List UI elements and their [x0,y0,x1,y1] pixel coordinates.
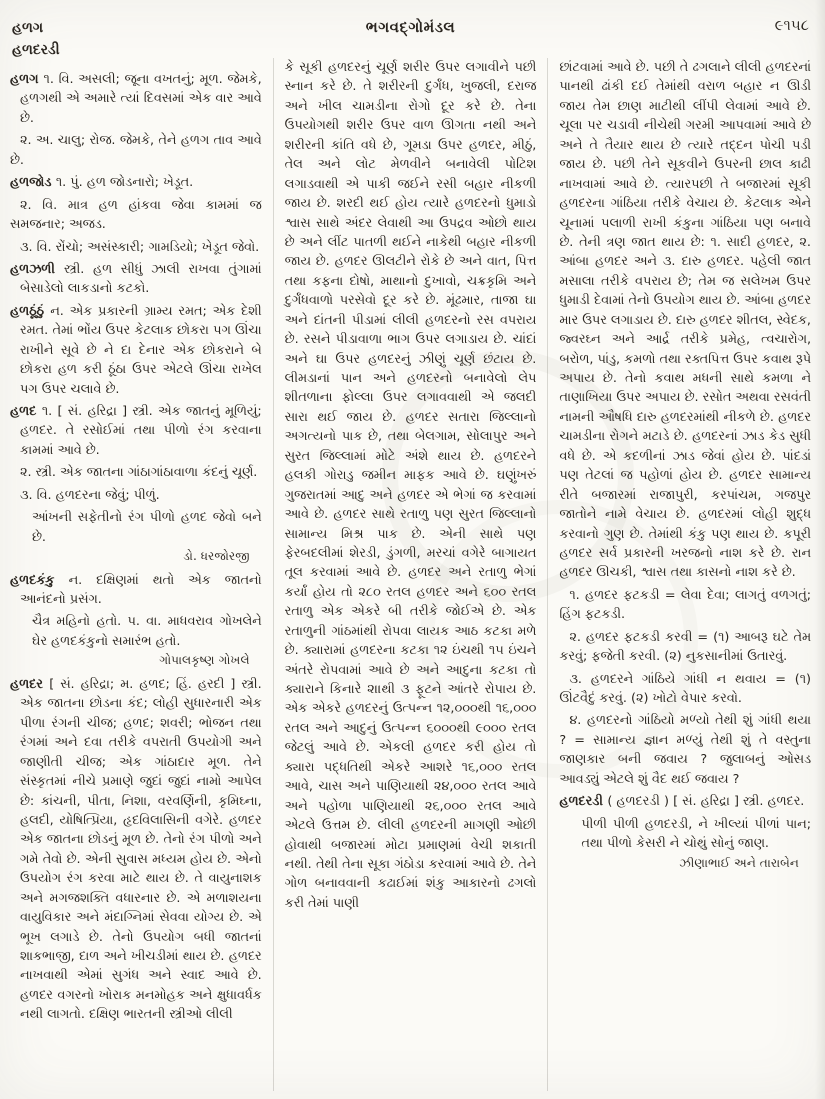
dictionary-entry: હળગ ૧. વિ. અસલી; જૂના વખતનું; મૂળ. જેમકે, હળગથી એ અમારે ત્યાં દિવસમાં એક વાર આવે છે. [10,72,262,126]
sense-paragraph: ૨. અ. ચાલુ; રોજ. જેમકે, તેને હળગ તાવ આવે છે. [10,133,262,168]
headword: હળઝળી [10,261,64,277]
dictionary-entry: હળદરડી ( હળદરડી ) [ સં. હરિદ્રા ] સ્ત્રી. હળદર. [559,794,805,810]
quote-attribution: ઝીણાભાઈ અને તારાબેન [679,855,800,870]
sense-paragraph: ૨. સ્ત્રી. એક જાતના ગાંઠાગાંઠાવાળા કંદનું ચૂર્ણ. [20,465,258,481]
page-header [12,14,809,58]
catchword-last-entry: હળદરડી [12,42,60,58]
dictionary-entry: હળજોડ ૧. પું. હળ જોડનારો; ખેડૂત. [10,175,194,191]
dictionary-entry: હળદર [ સં. હરિદ્રા; મ. હળદ; હિં. હરદી ] સ્ત્રી. એક જાતના છોડના કંદ; લોહી સુધારનારી એક પીળા રંગની ચીજ; હળદ; શવરી; ભોજન તથા રંગમાં અને દવા તરીકે વપરાતી ઉપયોગી અને જાણીતી ચીજ; એક ગાંઠાદાર મૂળ. તેને સંસ્કૃતમાં નીચે પ્રમાણે જુદાં જુદાં નામો આપેલ છે: કાંચની, પીતા, નિશા, વરવર્ણિની, કૃમિઘ્ના, હલદી, યોષિત્પ્રિયા, હૃદવિલાસિની વગેરે. હળદર એક જાતના છોડનું મૂળ છે. તેનો રંગ પીળો અને ગમે તેવો છે. એની સુવાસ મધ્યમ હોય છે. એનો ઉપયોગ રંગ કરવા માટે થાય છે. તે વાયુનાશક અને મગજશક્તિ વધારનાર છે. એ મળાશયના વાયુવિકાર અને મંદાગ્નિમાં સેવવા યોગ્ય છે. એ ભૂખ લગાડે છે. તેનો ઉપયોગ બધી જાતનાં શાકભાજી, દાળ અને ખીચડીમાં થાય છે. હળદર નાખવાથી એમાં સુગંધ અને સ્વાદ આવે છે. હળદર વગરનો ખોરાક મનમોહક અને ક્ષુધાવર્ધક નથી લાગતો. દક્ષિણ ભારતની સ્ત્રીઓ લીલી [10,676,262,1023]
quotation: પીળી પીળી હળદરડી, ને ખીલ્યાં પીળાં પાન; તથા પીળો કેસરી ને ચોથું સોનું જાણ. [581,816,811,852]
quote-attribution: ગોપાલકૃષ્ણ ગોખલે [159,653,250,668]
idiom-paragraph: ૨. હળદર ફટકડી કરવી = (૧) આબરૂ ઘટે તેમ કરવું; ફજેતી કરવી. (૨) નુકસાનીમાં ઉતારવું. [559,629,811,665]
idiom-paragraph: ૩. હળદરને ગાંઠિયે ગાંધી ન થવાય = (૧) ઊંટવૈદું કરવું. (૨) ખોટો વેપાર કરવો. [559,671,811,706]
page-number: ૯૧૫૮ [774,16,809,34]
text-column-2 [273,58,548,1091]
idiom-paragraph: ૧. હળદર ફટકડી = લેવા દેવા; લાગતું વળગતું; હિંગ ફટકડી. [559,587,811,623]
headword: હળદર [10,676,50,692]
dictionary-entry: હળદ ૧. [ સં. હરિદ્રા ] સ્ત્રી. એક જાતનું મૂળિયું; હળદર. તે રસોઈમાં તથા પીળો રંગ કરવાના કામમાં આવે છે. [10,404,262,458]
quote-attribution: ડો. ધરજોરજી [183,549,250,564]
scan-edge-shadow [815,0,825,1099]
dictionary-entry: હળદકંકુ ન. દક્ષિણમાં થતો એક જાતનો આનંદનો પ્રસંગ. [10,572,262,608]
idiom-paragraph: ૪. હળદરનો ગાંઠિયો મળ્યો તેથી શું ગાંધી થયા ? = સામાન્ય જ્ઞાન મળ્યું તેથી શું તે વસ્તુના જાણકાર બની જવાય ? જુલાબનું ઓસડ આવડ્યું એટલે શું વૈદ થઈ જવાય ? [559,713,811,787]
headword: હળગ [10,72,44,87]
book-title: ભગવદ્ગોમંડલ [365,18,456,36]
text-columns [10,58,811,1091]
headword: હળદ [10,404,42,419]
headword: હળઠૂંઠું [10,303,51,319]
headword: હળદકંકુ [10,572,69,588]
continuation-text: છાંટવામાં આવે છે. પછી તે ઢગલાને લીલી હળદરનાં પાનથી ઢાંકી દઈ તેમાંથી વરાળ બહાર ન ઊડી જાય તેમ છાણ માટીથી લીંપી લેવામાં આવે છે. ચૂલા પર ચડાવી નીચેથી ગરમી આપવામાં આવે છે અને તે તૈયાર થાય છે ત્યારે તદ્દન પોચી પડી જાય છે. પછી તેને સૂકવીને ઉપરની છાલ કાઢી નાખવામાં આવે છે. ત્યારપછી તે બજારમાં સૂકી હળદરના ગાંઠિયા તરીકે વેચાય છે. કેટલાક એને ચૂનામાં પલાળી રાખી કંકુના ગાંઠિયા પણ બનાવે છે. તેની ત્રણ જાત થાય છે: ૧. સાદી હળદર, ૨. આંબા હળદર અને ૩. દારુ હળદર. પહેલી જાત મસાલા તરીકે વપરાય છે; તેમ જ સલેખમ ઉપર ધુમાડી દેવામાં તેનો ઉપયોગ થાય છે. આંબા હળદર માર ઉપર લગાડાય છે. દારુ હળદર શીતલ, સ્વેદક, જ્વરઘ્ન અને આર્દ્ર તરીકે પ્રમેહ, ત્વચારોગ, બરોળ, પાંડુ, કમળો તથા રક્તપિત્ત ઉપર કવાથ રૂપે અપાય છે. તેનો કવાથ મધની સાથે કમળા ને તાણાખિયા ઉપર અપાય છે. રસોત અથવા રસવંતી નામની ઔષધિ દારુ હળદરમાંથી નીકળે છે. હળદર ચામડીના રોગને મટાડે છે. હળદરનાં ઝાડ કેડ સુધી વધે છે. એ કદળીનાં ઝાડ જેવાં હોય છે. પાંદડાં પણ તેટલાં જ પહોળાં હોય છે. હળદર સામાન્ય રીતે બજારમાં રાજાપુરી, કરપાંચમ, ગજપુર જાતોને નામે વેચાય છે. હળદરમાં લોહી શુદ્ધ કરવાનો ગુણ છે. તેમાંથી કંકુ પણ થાય છે. કપૂરી હળદર સર્વ પ્રકારની ખરજનો નાશ કરે છે. રાન હળદર ઊચકી, શ્વાસ તથા કાસનો નાશ કરે છે. [559,60,811,581]
continuation-text: કે સૂકી હળદરનું ચૂર્ણ શરીર ઉપર લગાવીને પછી સ્નાન કરે છે. તે શરીરની દુર્ગંધ, ખુજલી, દરાજ અને ખીલ ચામડીના રોગો દૂર કરે છે. તેના ઉપયોગથી શરીર ઉપર વાળ ઊગતા નથી અને શરીરની કાંતિ વધે છે, ગૂમડા ઉપર હળદર, મીઠું, તેલ અને લોટ મેળવીને બનાવેલી પોટિશ લગાડવાથી એ પાકી જઈને રસી બહાર નીકળી જાય છે. શરદી થઈ હોય ત્યારે હળદરનો ધુમાડો શ્વાસ સાથે અંદર લેવાથી આ ઉપદ્રવ ઓછો થાય છે અને લીંટ પાતળી થઈને નાકેથી બહાર નીકળી જાય છે. હળદર ઊલટીને રોકે છે અને વાત, પિત્ત તથા કફના દોષો, માથાનો દુખાવો, ચક્રકૃમિ અને દુર્ગંધવાળો પરસેવો દૂર કરે છે. મૂંઢમાર, તાજા ઘા અને દાંતની પીડામાં લીલી હળદરનો રસ વપરાય છે. રસને પીડાવાળા ભાગ ઉપર લગાડાય છે. ચાંદાં અને ઘા ઉપર હળદરનું ઝીણું ચૂર્ણ છંટાય છે. લીમડાનાં પાન અને હળદરનો બનાવેલો લેપ શીતળાના ફોલ્લા ઉપર લગાવવાથી એ જલદી સારા થઈ જાય છે. હળદર સતારા જિલ્લાનો અગત્યનો પાક છે, તથા બેલગામ, સોલાપુર અને સુરત જિલ્લામાં મોટે અંશે થાય છે. હળદરને હલકી ગોરાડુ જમીન માફક આવે છે. ઘણુંખરું ગુજરાતમાં આદુ અને હળદર એ ભેગાં જ કરવામાં આવે છે. હળદર સાથે રતાળુ પણ સુરત જિલ્લાનો સામાન્ય મિશ્ર પાક છે. એની સાથે પણ ફેરબદલીમાં શેરડી, ડુંગળી, મરચાં વગેરે બાગાયત તૂલ કરવામાં આવે છે. હળદર અને રતાળુ ભેગાં કર્યાં હોય તો ૨૮૦ રતલ હળદર અને ૬૦૦ રતલ રતાળુ એક એકરે બી તરીકે જોઈએ છે. એક રતાળુની ગાંઠમાંથી રોપવા લાયક આઠ કટકા મળે છે. ક્યારામાં હળદરના કટકા ૧૨ ઇંચથી ૧૫ ઇંચને અંતરે રોપવામાં આવે છે અને આદુના કટકા તો ક્યારાને કિનારે ૨॥થી ૩ ફૂટને આંતરે રોપાય છે. એક એકરે હળદરનું ઉત્પન્ન ૧૨,૦૦૦થી ૧૬,૦૦૦ રતલ અને આદુનું ઉત્પન્ન ૬૦૦૦થી ૯૦૦૦ રતલ જેટલું આવે છે. એકલી હળદર કરી હોય તો ક્યારા પદ્ધતિથી એકરે આશરે ૧૬,૦૦૦ રતલ આવે, ચાસ અને પાણિયાથી ૨૪,૦૦૦ રતલ આવે અને પહોળા પાણિયાથી ૨૬,૦૦૦ રતલ આવે એટલે ઉત્તમ છે. લીલી હળદરની માગણી ઓછી હોવાથી બજારમાં મોટા પ્રમાણમાં વેચી શકાતી નથી. તેથી તેના સૂકા ગંઠોડા કરવામાં આવે છે. તેને ગોળ બનાવવાની કઢાઈમાં શંકુ આકારનો ઢગલો કરી તેમાં પાણી [284,60,537,911]
text-column-3 [547,58,811,1091]
sense-paragraph: ૩. વિ. હળદરના જેવું; પીળું. [20,487,160,503]
headword: હળદરડી [559,794,608,810]
text-column-1 [10,58,273,1091]
sense-paragraph: ૨. વિ. માત્ર હળ હાંકવા જેવા કામમાં જ સમજનાર; અજડ. [10,197,262,233]
dictionary-entry: હળઝળી સ્ત્રી. હળ સીધું ઝાલી રાખવા તુંગામાં બેસાડેલો લાકડાનો કટકો. [10,261,262,297]
headword: હળજોડ [10,175,56,191]
quotation: આંખની સફેતીનો રંગ પીળો હળદ જેવો બને છે. [32,510,262,545]
quotation: ચૈત્ર મહિનો હતો. પ. વા. માધવરાવ ગોખલેને ઘેર હળદકંકુનો સમારંભ હતો. [32,614,262,649]
catchword-first-entry: હળગ [12,20,44,36]
dictionary-entry: હળઠૂંઠું ન. એક પ્રકારની ગ્રામ્ય રમત; એક દેશી રમત. તેમાં ભોંય ઉપર કેટલાક છોકરા પગ ઊંચા રાખીને સૂવે છે ને દા દેનાર એક છોકરાને બે છોકરા હળ કરી ઠૂંઠા ઉપર એટલે ઊંચા રાખેલ પગ ઉપર ચલાવે છે. [10,303,262,397]
sense-paragraph: ૩. વિ. રોંચો; અસંસ્કારી; ગામડિયો; ખેડૂત જેવો. [20,239,260,255]
